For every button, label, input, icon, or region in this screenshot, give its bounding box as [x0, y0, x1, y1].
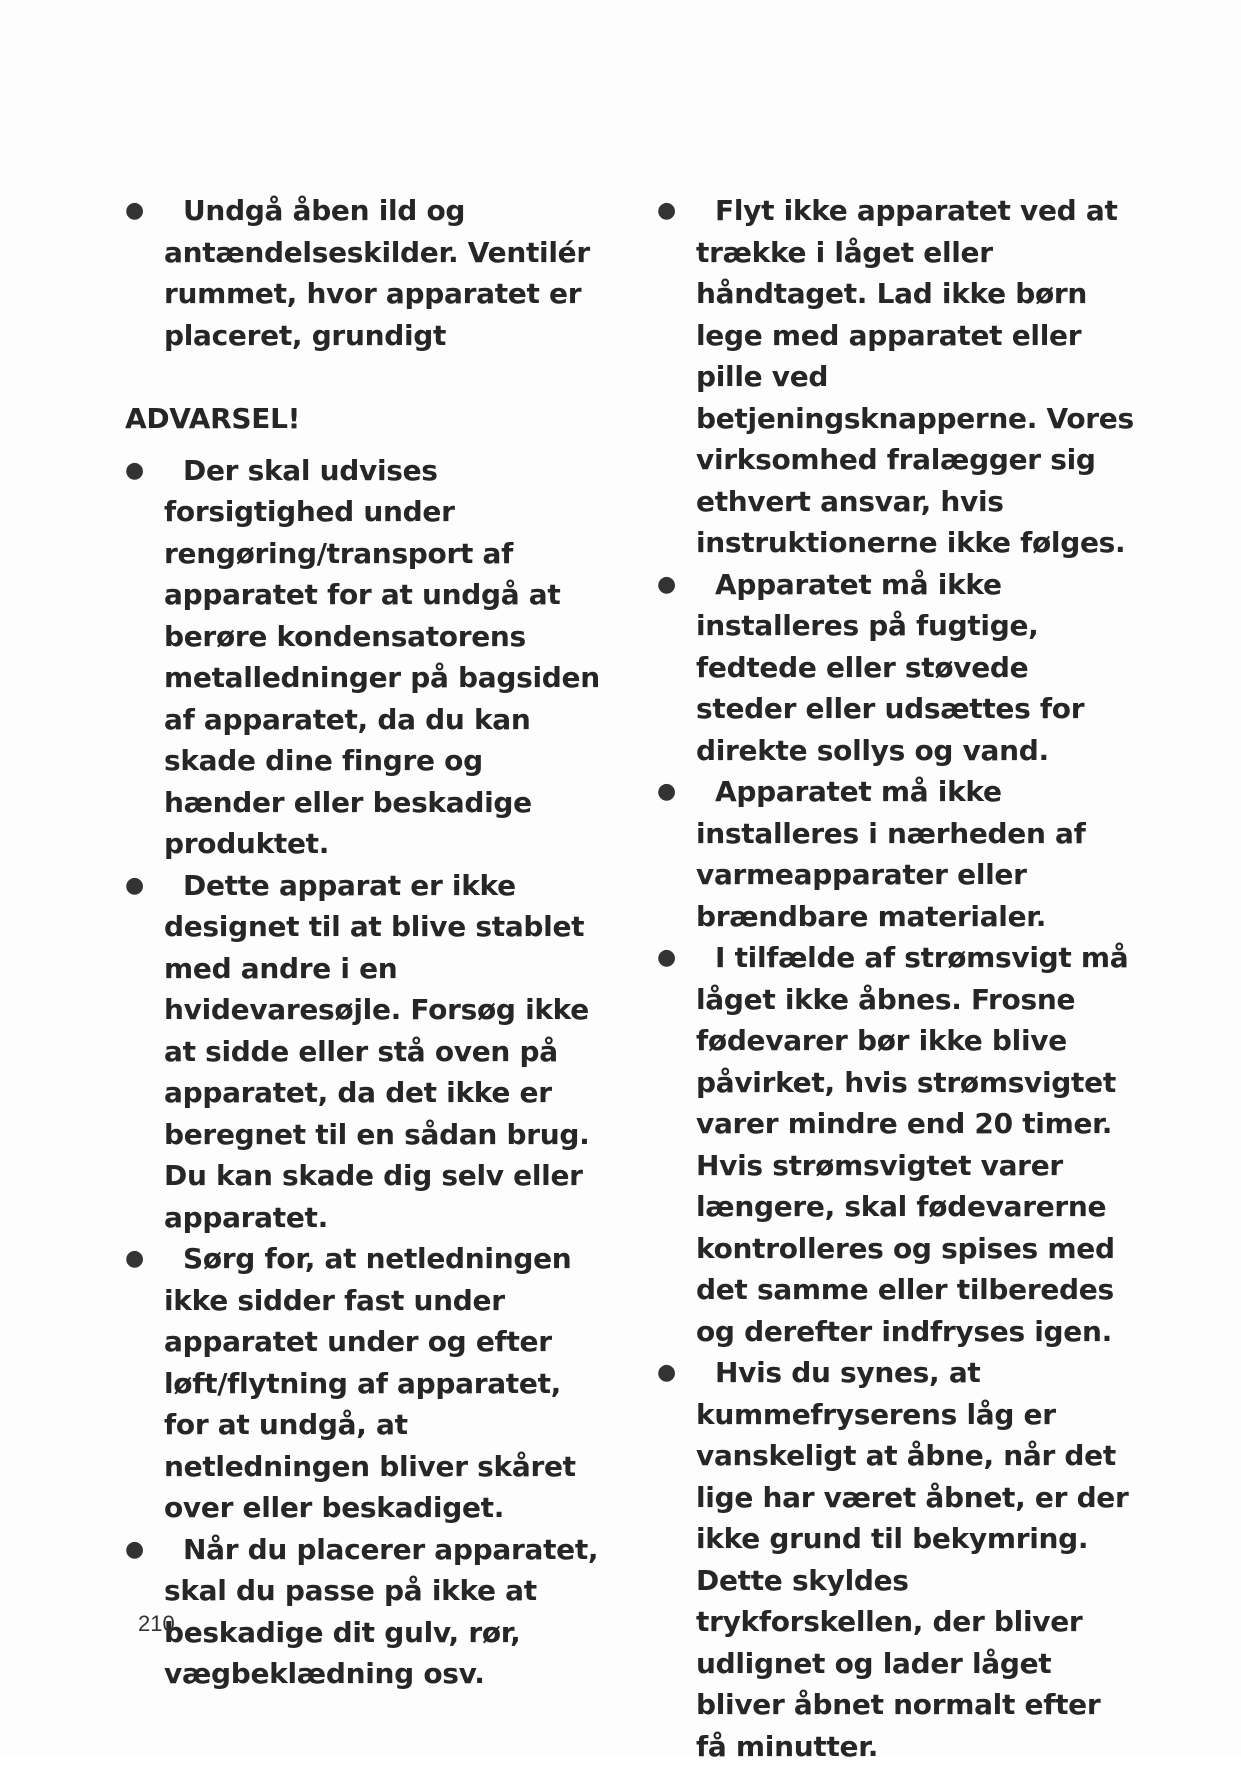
bullet-icon: ●: [657, 779, 676, 804]
list-item: [657, 771, 1137, 937]
bullet-icon: ●: [657, 198, 676, 223]
list-item: [657, 937, 1137, 1352]
right-column: [657, 190, 1137, 1767]
list-item: [657, 190, 1137, 564]
bullet-icon: ●: [125, 872, 144, 898]
list-item-text: Når du placerer apparatet, skal du passe på ikke at beskadige dit gulv, rør, vægbeklædning osv.: [164, 1532, 599, 1690]
list-item-text: Apparatet må ikke installeres på fugtige, fedtede eller støvede steder eller udsættes for direkte sollys og vand.: [696, 567, 1085, 767]
list-item-text: Flyt ikke apparatet ved at trække i låget eller håndtaget. Lad ikke børn lege med apparatet eller pille ved betjeningsknapperne. Vores virksomhed fralægger sig ethvert ansvar, hvis instruktionerne ikke følges.: [696, 194, 1134, 559]
list-item: [657, 564, 1137, 772]
bullet-icon: ●: [125, 457, 144, 483]
page-number: 210: [138, 1611, 175, 1636]
list-item: [125, 1529, 600, 1695]
warning-heading: ADVARSEL!: [125, 402, 301, 435]
bullet-icon: ●: [125, 1536, 144, 1562]
bullet-icon: ●: [657, 571, 676, 597]
bullet-icon: ●: [657, 1360, 676, 1385]
bullet-icon: ●: [657, 945, 676, 970]
bullet-icon: ●: [125, 1246, 144, 1271]
list-item-text: Apparatet må ikke installeres i nærheden af varmeapparater eller brændbare materialer.: [696, 775, 1086, 933]
bullet-icon: ●: [125, 198, 144, 223]
list-item: [125, 865, 600, 1239]
list-item: [125, 1238, 600, 1529]
list-item: [125, 190, 600, 356]
list-item-text: Dette apparat er ikke designet til at blive stablet med andre i en hvidevaresøjle. Forsøg ikke at sidde eller stå oven på apparatet, da det ikke er beregnet til en sådan brug. Du kan skade dig selv eller apparatet.: [164, 868, 590, 1234]
list-item: [125, 450, 600, 865]
list-item-text: I tilfælde af strømsvigt må låget ikke åbnes. Frosne fødevarer bør ikke blive påvirket, hvis strømsvigtet varer mindre end 20 timer. Hvis strømsvigtet varer længere, skal fødevarerne kontrolleres og spises med det samme eller tilberedes og derefter indfryses igen.: [696, 941, 1129, 1348]
list-item-text: Undgå åben ild og antændelseskilder. Ventilér rummet, hvor apparatet er placeret, grundigt: [164, 194, 590, 352]
list-item-text: Der skal udvises forsigtighed under rengøring/transport af apparatet for at undgå at berøre kondensatorens metalledninger på bagsiden af apparatet, da du kan skade dine fingre og hænder eller beskadige produktet.: [164, 453, 600, 860]
list-item: [657, 1352, 1137, 1767]
left-column: [125, 190, 600, 1695]
list-item-text: Hvis du synes, at kummefryserens låg er vanskeligt at åbne, når det lige har været åbnet, er der ikke grund til bekymring. Dette skyldes trykforskellen, der bliver udlignet og lader låget bliver åbnet normalt efter få minutter.: [696, 1356, 1129, 1763]
list-item-text: Sørg for, at netledningen ikke sidder fast under apparatet under og efter løft/flytning af apparatet, for at undgå, at netledningen bliver skåret over eller beskadiget.: [164, 1242, 576, 1524]
